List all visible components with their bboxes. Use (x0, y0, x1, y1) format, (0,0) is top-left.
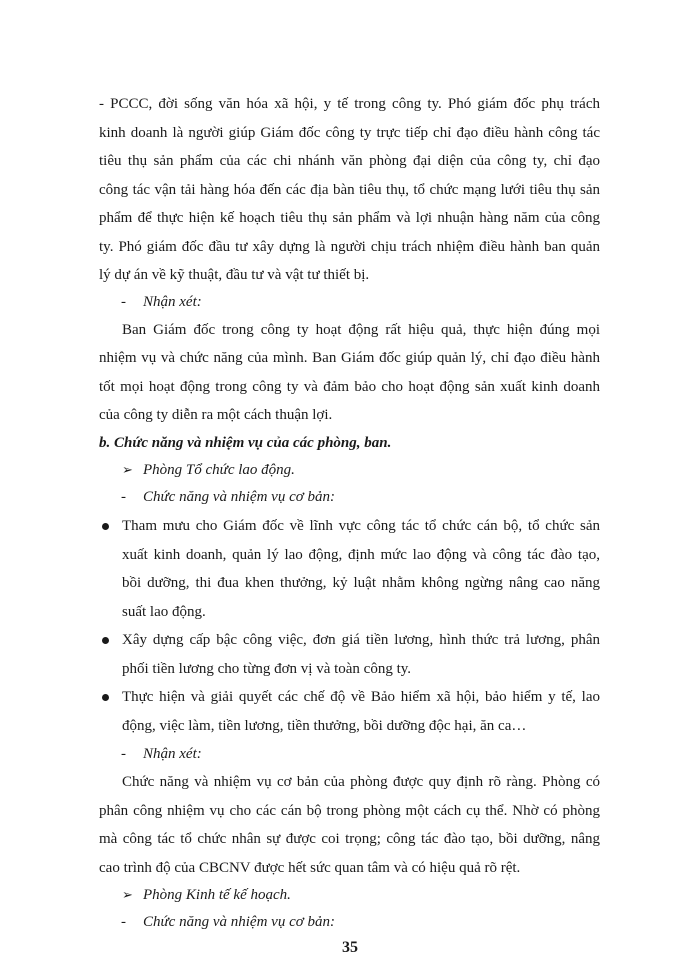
remark-heading: Nhận xét: (143, 294, 202, 310)
remark-heading: Nhận xét: (143, 746, 202, 762)
arrow-bullet-icon: ➢ (122, 887, 133, 902)
dash-marker: - (121, 489, 126, 505)
text-line: Xây dựng cấp bậc công việc, đơn giá tiền lương, hình thức trả lương, phân (122, 632, 600, 648)
text-line: suất lao động. (122, 604, 206, 620)
bullet-dot-icon (102, 637, 109, 644)
text-line: phẩm để thực hiện kế hoạch tiêu thụ sản phẩm và lợi nhuận hàng năm của công (99, 210, 600, 226)
page-number: 35 (342, 939, 358, 956)
text-line: nhiệm vụ và chức năng của mình. Ban Giám đốc giúp quản lý, chỉ đạo điều hành (99, 350, 600, 366)
department-heading: Phòng Tổ chức lao động. (143, 462, 295, 478)
bullet-dot-icon (102, 694, 109, 701)
text-line: - PCCC, đời sống văn hóa xã hội, y tế trong công ty. Phó giám đốc phụ trách (99, 96, 600, 112)
text-line: động, việc làm, tiền lương, tiền thưởng, bồi dưỡng độc hại, ăn ca… (122, 718, 527, 734)
text-line: kinh doanh là người giúp Giám đốc công ty trực tiếp chỉ đạo điều hành công tác (99, 125, 600, 141)
dash-marker: - (121, 294, 126, 310)
bullet-dot-icon (102, 523, 109, 530)
text-line: cao trình độ của CBCNV được hết sức quan tâm và có hiệu quả rõ rệt. (99, 860, 521, 876)
text-line: công tác vận tải hàng hóa đến các địa bàn tiêu thụ, tổ chức mạng lưới tiêu thụ sản (99, 182, 600, 198)
section-heading: b. Chức năng và nhiệm vụ của các phòng, ban. (99, 435, 392, 451)
text-line: Tham mưu cho Giám đốc về lĩnh vực công tác tổ chức cán bộ, tổ chức sản (122, 518, 600, 534)
text-line: phối tiền lương cho từng đơn vị và toàn công ty. (122, 661, 412, 677)
text-line: lý dự án về kỹ thuật, đầu tư và vật tư thiết bị. (99, 267, 370, 283)
text-line: của công ty diễn ra một cách thuận lợi. (99, 407, 333, 423)
subsection-heading: Chức năng và nhiệm vụ cơ bản: (143, 914, 335, 930)
text-line: tiêu thụ sản phẩm của các chi nhánh văn phòng đại diện của công ty, chỉ đạo (99, 153, 600, 169)
text-line: bồi dưỡng, thi đua khen thưởng, kỷ luật nhằm không ngừng nâng cao năng (122, 575, 600, 591)
text-line: tốt mọi hoạt động trong công ty và đảm bảo cho hoạt động sản xuất kinh doanh (99, 379, 600, 395)
arrow-bullet-icon: ➢ (122, 462, 133, 477)
text-line: mà công tác tổ chức nhân sự được coi trọng; công tác đào tạo, bồi dưỡng, nâng (99, 831, 600, 847)
text-line: xuất kinh doanh, quản lý lao động, định mức lao động và công tác đào tạo, (122, 547, 600, 563)
text-line: phân công nhiệm vụ cho các cán bộ trong phòng một cách cụ thể. Nhờ có phòng (99, 803, 600, 819)
dash-marker: - (121, 746, 126, 762)
department-heading: Phòng Kinh tế kế hoạch. (143, 887, 291, 903)
dash-marker: - (121, 914, 126, 930)
text-line: ty. Phó giám đốc đầu tư xây dựng là người chịu trách nhiệm điều hành ban quản (99, 239, 600, 255)
text-line: Thực hiện và giải quyết các chế độ về Bảo hiểm xã hội, bảo hiểm y tế, lao (122, 689, 600, 705)
text-line: Chức năng và nhiệm vụ cơ bản của phòng được quy định rõ ràng. Phòng có (122, 774, 600, 790)
text-line: Ban Giám đốc trong công ty hoạt động rất hiệu quả, thực hiện đúng mọi (122, 322, 600, 338)
subsection-heading: Chức năng và nhiệm vụ cơ bản: (143, 489, 335, 505)
